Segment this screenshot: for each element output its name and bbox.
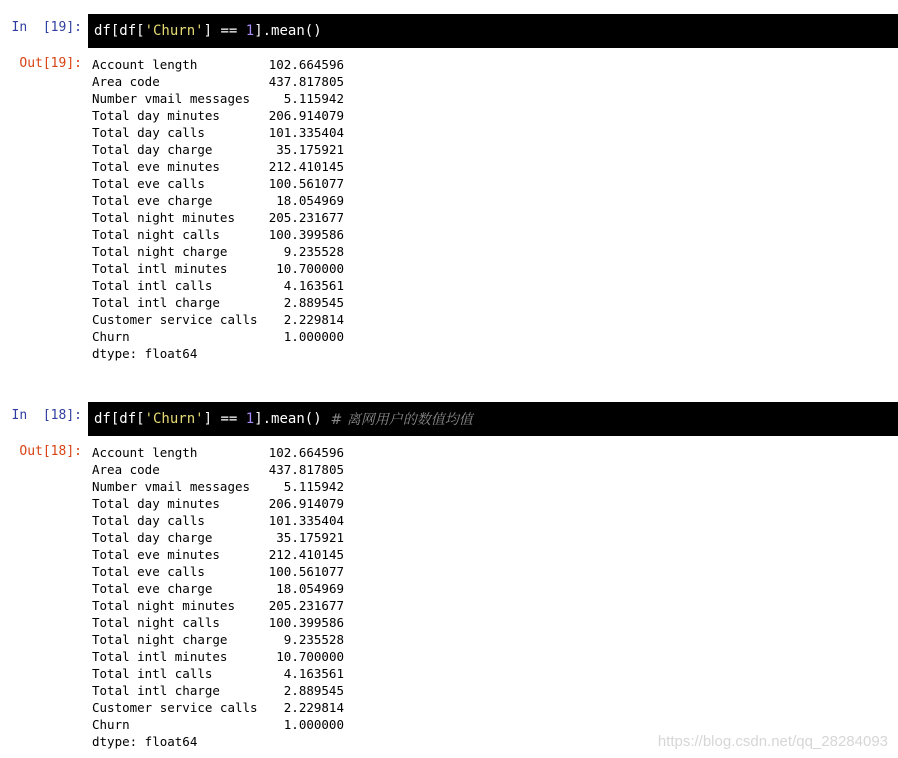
code-input[interactable] [88,14,898,48]
series-index-label: Number vmail messages [92,479,251,494]
code-token: ] == [203,411,246,427]
series-value: 1.000000 [283,329,344,344]
series-value: 100.399586 [268,615,344,630]
series-index-label: Total eve charge [92,193,213,208]
series-row [92,546,344,563]
series-row [92,563,344,580]
series-index-label: Area code [92,74,160,89]
series-index-label: Total eve calls [92,176,205,191]
watermark: https://blog.csdn.net/qq_28284093 [657,733,888,750]
series-index-label: Total day minutes [92,108,220,123]
series-row [92,73,344,90]
series-index-label: Total eve minutes [92,159,220,174]
series-index-label: Total night calls [92,615,220,630]
series-value: 212.410145 [268,159,344,174]
series-value: 18.054969 [276,193,344,208]
dtype-line: dtype: float64 [92,346,198,361]
output-area [92,56,344,362]
code-input[interactable] [88,402,898,436]
series-index-label: Total intl charge [92,683,220,698]
series-value: 205.231677 [268,210,344,225]
series-index-label: Total night calls [92,227,220,242]
series-value: 206.914079 [268,108,344,123]
series-value: 5.115942 [283,91,344,106]
series-row [92,478,344,495]
series-value: 9.235528 [283,244,344,259]
code-comment: # 离网用户的数值均值 [321,412,473,428]
code-token: ] == [203,23,246,39]
series-value: 100.399586 [268,227,344,242]
series-value: 102.664596 [268,445,344,460]
series-value: 2.889545 [283,683,344,698]
code-token: ].mean() [254,23,322,39]
series-row [92,141,344,158]
series-row [92,597,344,614]
output-prompt: Out[18]: [19,444,82,459]
series-value: 100.561077 [268,564,344,579]
series-index-label: Total day minutes [92,496,220,511]
series-index-label: Total intl minutes [92,649,228,664]
series-index-label: Total eve charge [92,581,213,596]
series-row [92,716,344,733]
output-prompt: Out[19]: [19,56,82,71]
series-value: 4.163561 [283,666,344,681]
series-value: 101.335404 [268,513,344,528]
series-index-label: Total night minutes [92,210,235,225]
series-value: 2.229814 [283,312,344,327]
series-value: 102.664596 [268,57,344,72]
code-string-token: 'Churn' [144,23,204,39]
series-value: 212.410145 [268,547,344,562]
series-row [92,243,344,260]
series-value: 2.229814 [283,700,344,715]
series-index-label: Total intl calls [92,278,213,293]
series-row [92,495,344,512]
series-value: 101.335404 [268,125,344,140]
series-row [92,682,344,699]
series-index-label: Customer service calls [92,700,258,715]
series-row [92,56,344,73]
series-index-label: Total eve calls [92,564,205,579]
series-row [92,90,344,107]
series-row [92,444,344,461]
series-row [92,648,344,665]
series-index-label: Churn [92,329,130,344]
series-row [92,311,344,328]
series-value: 206.914079 [268,496,344,511]
series-row [92,529,344,546]
series-index-label: Total day charge [92,142,213,157]
output-area [92,444,344,750]
series-row [92,124,344,141]
series-row [92,107,344,124]
series-index-label: Total night minutes [92,598,235,613]
series-value: 9.235528 [283,632,344,647]
code-number-token: 1 [245,411,255,427]
series-value: 35.175921 [276,142,344,157]
series-value: 2.889545 [283,295,344,310]
series-index-label: Customer service calls [92,312,258,327]
series-index-label: Area code [92,462,160,477]
code-number-token: 1 [245,23,255,39]
series-index-label: Total intl charge [92,295,220,310]
series-row [92,328,344,345]
series-row [92,699,344,716]
series-value: 437.817805 [268,462,344,477]
code-token: ].mean() [254,411,322,427]
code-token: df[df[ [94,411,145,427]
series-value: 205.231677 [268,598,344,613]
series-index-label: Total day calls [92,125,205,140]
series-value: 437.817805 [268,74,344,89]
series-index-label: Total eve minutes [92,547,220,562]
series-index-label: Total night charge [92,632,228,647]
series-row [92,461,344,478]
series-index-label: Number vmail messages [92,91,251,106]
series-index-label: Account length [92,57,198,72]
series-row [92,209,344,226]
series-row [92,192,344,209]
series-value: 18.054969 [276,581,344,596]
series-index-label: Total intl minutes [92,261,228,276]
series-index-label: Total day charge [92,530,213,545]
series-value: 1.000000 [283,717,344,732]
series-row [92,175,344,192]
series-row [92,277,344,294]
series-value: 35.175921 [276,530,344,545]
series-index-label: Total night charge [92,244,228,259]
series-row [92,665,344,682]
series-index-label: Churn [92,717,130,732]
series-value: 10.700000 [276,261,344,276]
series-row [92,580,344,597]
series-value: 4.163561 [283,278,344,293]
series-row [92,631,344,648]
series-row [92,294,344,311]
code-string-token: 'Churn' [144,411,204,427]
series-value: 100.561077 [268,176,344,191]
code-token: df[df[ [94,23,145,39]
input-prompt: In [19]: [11,20,82,35]
series-index-label: Total intl calls [92,666,213,681]
series-value: 5.115942 [283,479,344,494]
series-index-label: Account length [92,445,198,460]
series-value: 10.700000 [276,649,344,664]
series-row [92,614,344,631]
dtype-line: dtype: float64 [92,734,198,749]
input-prompt: In [18]: [11,408,82,423]
series-index-label: Total day calls [92,513,205,528]
series-row [92,260,344,277]
series-row [92,158,344,175]
series-row [92,226,344,243]
series-row [92,512,344,529]
